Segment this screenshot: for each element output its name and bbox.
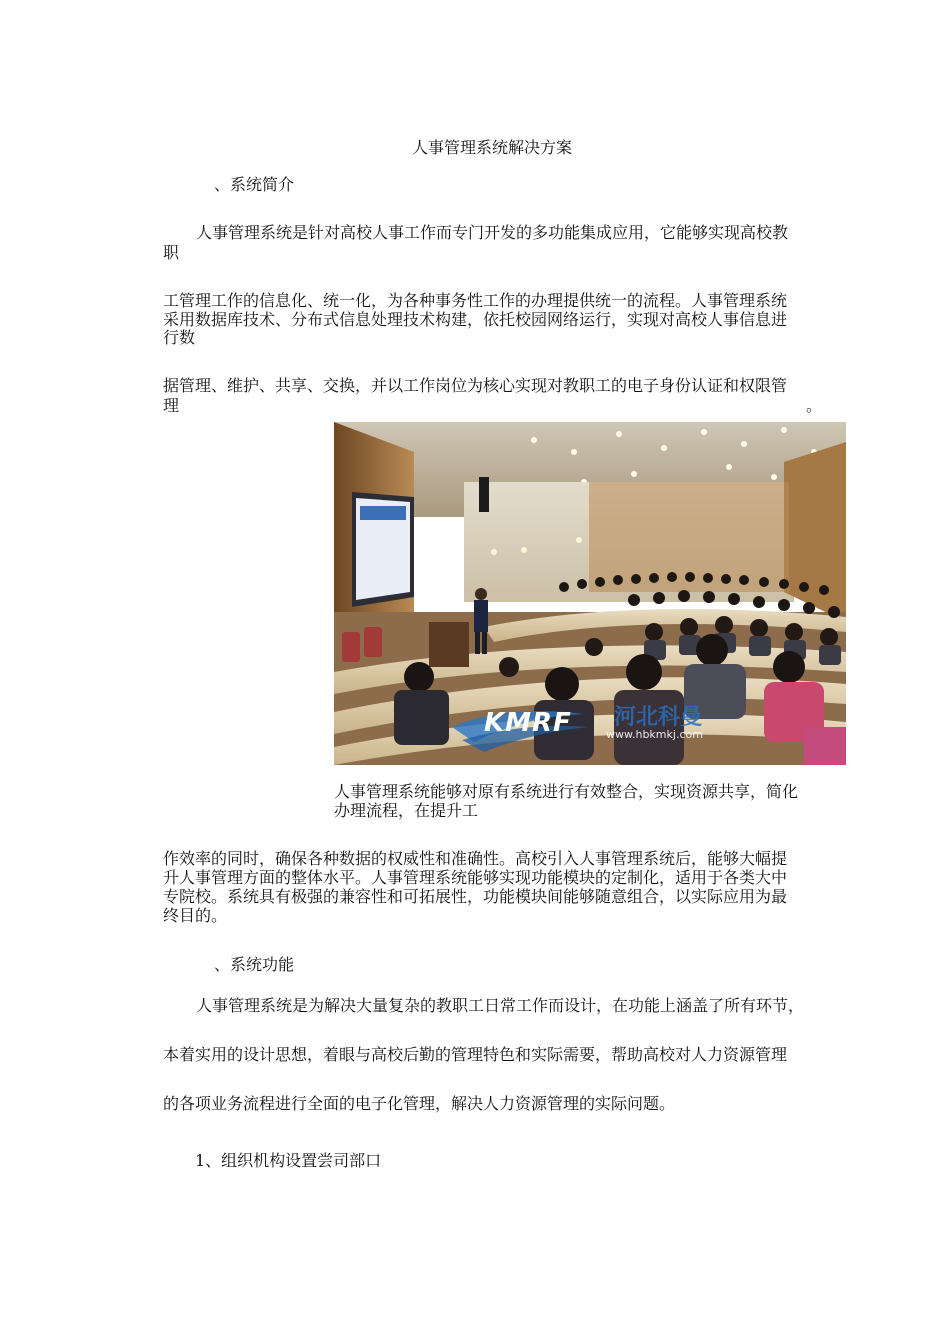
paragraph-line: 的各项业务流程进行全面的电子化管理，解决人力资源管理的实际问题。: [163, 1094, 676, 1113]
paragraph-period: 。: [806, 396, 823, 415]
section-heading-intro: 、系统简介: [214, 175, 295, 194]
paragraph-line: 本着实用的设计思想，着眼与高校后勤的管理特色和实际需要，帮助高校对人力资源管理: [163, 1045, 788, 1064]
section-heading-functions: 、系统功能: [214, 955, 295, 974]
paragraph-line: 理: [163, 396, 180, 415]
page-title: 人事管理系统解决方案: [412, 138, 573, 157]
watermark-brand: 河北科曼: [614, 705, 703, 730]
paragraph-line: 职: [163, 243, 180, 262]
paragraph-line: 据管理、维护、共享、交换，并以工作岗位为核心实现对教职工的电子身份认证和权限管: [163, 376, 788, 395]
watermark-logo: KMRF: [484, 708, 572, 738]
paragraph-line: 专院校。系统具有极强的兼容性和可拓展性，功能模块间能够随意组合，以实际应用为最: [163, 887, 788, 906]
paragraph-line: 工管理工作的信息化、统一化，为各种事务性工作的办理提供统一的流程。人事管理系统: [163, 291, 788, 310]
lecture-hall-photo: [334, 422, 846, 765]
paragraph-line: 行数: [163, 328, 196, 347]
photo-caption-line: 办理流程，在提升工: [334, 801, 479, 820]
paragraph-line: 人事管理系统是针对高校人事工作而专门开发的多功能集成应用，它能够实现高校教: [196, 223, 789, 242]
list-item-org-structure: 1、组织机构设置尝司部口: [195, 1151, 382, 1170]
paragraph-line: 采用数据库技术、分布式信息处理技术构建，依托校园网络运行，实现对高校人事信息进: [163, 310, 788, 329]
watermark-url: www.hbkmkj.com: [606, 728, 703, 741]
paragraph-line: 人事管理系统是为解决大量复杂的教职工日常工作而设计，在功能上涵盖了所有环节，: [196, 996, 805, 1015]
paragraph-line: 升人事管理方面的整体水平。人事管理系统能够实现功能模块的定制化，适用于各类大中: [163, 868, 788, 887]
paragraph-line: 作效率的同时，确保各种数据的权威性和准确性。高校引入人事管理系统后，能够大幅提: [163, 849, 788, 868]
photo-caption-line: 人事管理系统能够对原有系统进行有效整合，实现资源共享，简化: [334, 782, 799, 801]
paragraph-line: 终目的。: [163, 906, 228, 925]
